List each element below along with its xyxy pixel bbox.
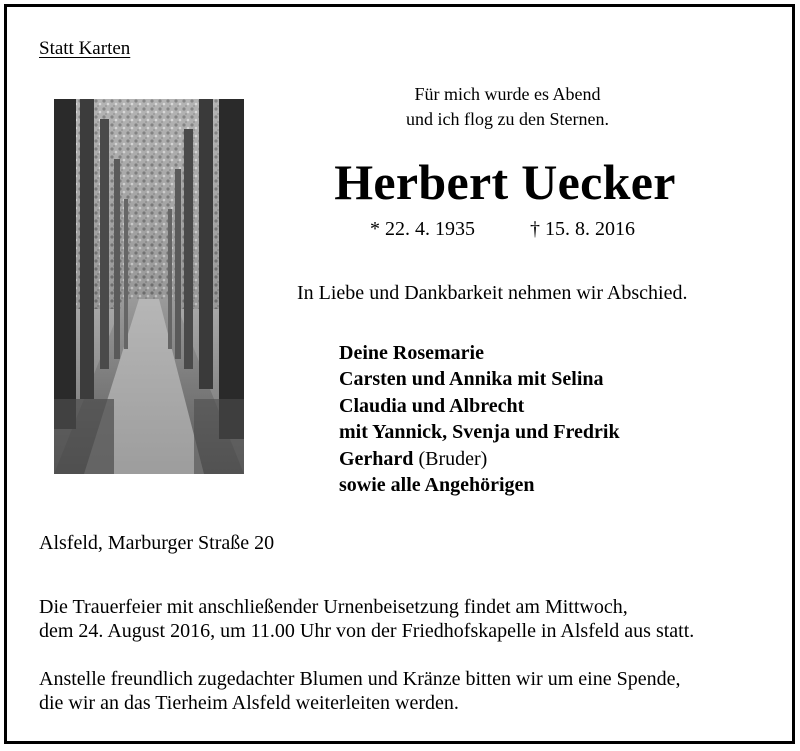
mourner-name: Gerhard (339, 447, 414, 470)
statt-karten-heading: Statt Karten (39, 38, 131, 59)
donation-paragraph (39, 667, 779, 715)
death-date: † 15. 8. 2016 (530, 218, 635, 240)
verse (330, 82, 685, 132)
funeral-paragraph (39, 595, 779, 643)
mourner-line: Carsten und Annika mit Selina (339, 368, 604, 391)
funeral-line-2: dem 24. August 2016, um 11.00 Uhr von der Friedhofskapelle in Alsfeld aus statt. (39, 620, 695, 642)
mourner-line: sowie alle Angehörigen (339, 474, 535, 497)
donation-line-2: die wir an das Tierheim Alsfeld weiterleiten werden. (39, 692, 459, 714)
deceased-name: Herbert Uecker (334, 154, 676, 210)
tree-avenue-photo (54, 99, 244, 474)
mourner-line (339, 446, 620, 472)
mourner-relation: (Bruder) (418, 447, 488, 470)
funeral-line-1: Die Trauerfeier mit anschließender Urnenbeisetzung findet am Mittwoch, (39, 596, 628, 618)
address: Alsfeld, Marburger Straße 20 (39, 532, 275, 554)
farewell-text: In Liebe und Dankbarkeit nehmen wir Abschied. (297, 282, 688, 304)
mourner-line: Deine Rosemarie (339, 342, 484, 364)
verse-line-1: Für mich wurde es Abend (414, 84, 601, 104)
birth-date: * 22. 4. 1935 (370, 218, 475, 240)
mourners-list (339, 340, 620, 498)
mourner-line: Claudia und Albrecht (339, 394, 525, 417)
verse-line-2: und ich flog zu den Sternen. (406, 109, 609, 129)
mourner-line: mit Yannick, Svenja und Fredrik (339, 421, 620, 444)
donation-line-1: Anstelle freundlich zugedachter Blumen und Kränze bitten wir um eine Spende, (39, 668, 681, 690)
